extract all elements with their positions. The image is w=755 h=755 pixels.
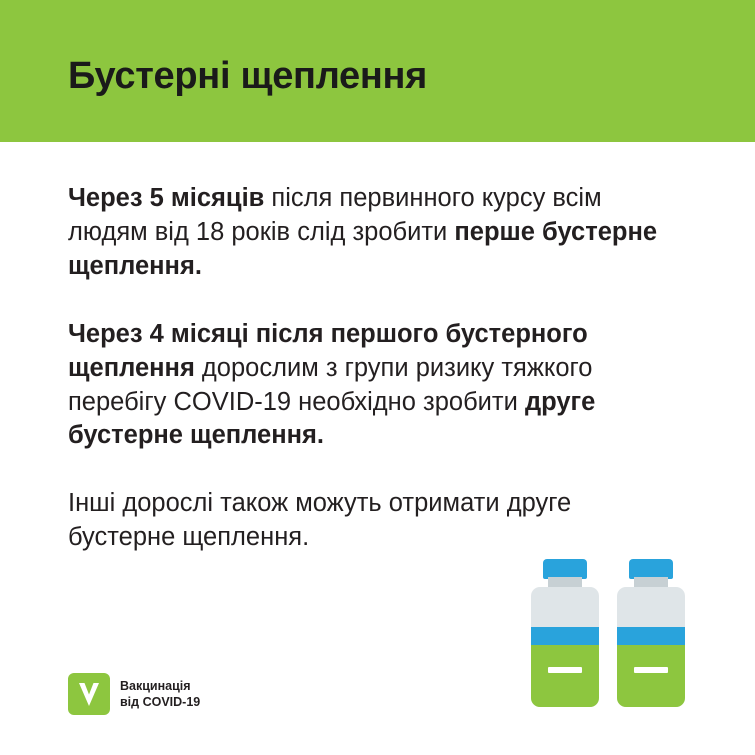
logo-line-1: Вакцинація	[120, 679, 191, 693]
page-title: Бустерні щеплення	[68, 55, 428, 97]
vial-body	[617, 587, 685, 707]
paragraph-2	[68, 318, 668, 454]
vial-cap	[543, 559, 587, 579]
logo-mark-icon	[68, 673, 110, 715]
paragraph-1	[68, 182, 668, 284]
paragraph-3	[68, 487, 668, 555]
vial-left-icon	[531, 559, 599, 707]
vial-body	[531, 587, 599, 707]
logo	[68, 673, 200, 715]
vial-cap	[629, 559, 673, 579]
vial-label-line	[548, 667, 582, 673]
paragraph-1-run-1: Через 5 місяців	[68, 184, 272, 212]
logo-text	[120, 678, 200, 710]
vial-stripe-green	[617, 645, 685, 707]
paragraph-3-run-1: Інші дорослі також можуть отримати друге бустерне щеплення.	[68, 489, 572, 552]
vial-stripe-blue	[617, 627, 685, 645]
vial-stripe-blue	[531, 627, 599, 645]
paragraph-1-run-2: після первинного курсу всім людям від 18 років слід зробити	[68, 184, 602, 246]
vial-stripe-green	[531, 645, 599, 707]
vial-label-line	[634, 667, 668, 673]
vaccine-vials-illustration	[525, 547, 715, 707]
paragraph-2-run-3: друге бустерне щеплення.	[68, 387, 596, 450]
body-text	[68, 182, 668, 581]
paragraph-1-run-3: перше бустерне щеплення.	[68, 217, 658, 280]
vial-right-icon	[617, 559, 685, 707]
logo-line-2: від COVID-19	[120, 695, 201, 709]
paragraph-2-run-1: Через 4 місяці після першого бустерного щеплення	[68, 319, 588, 382]
paragraph-2-run-2: дорослим з групи ризику тяжкого перебігу COVID-19 необхідно зробити	[68, 353, 593, 416]
